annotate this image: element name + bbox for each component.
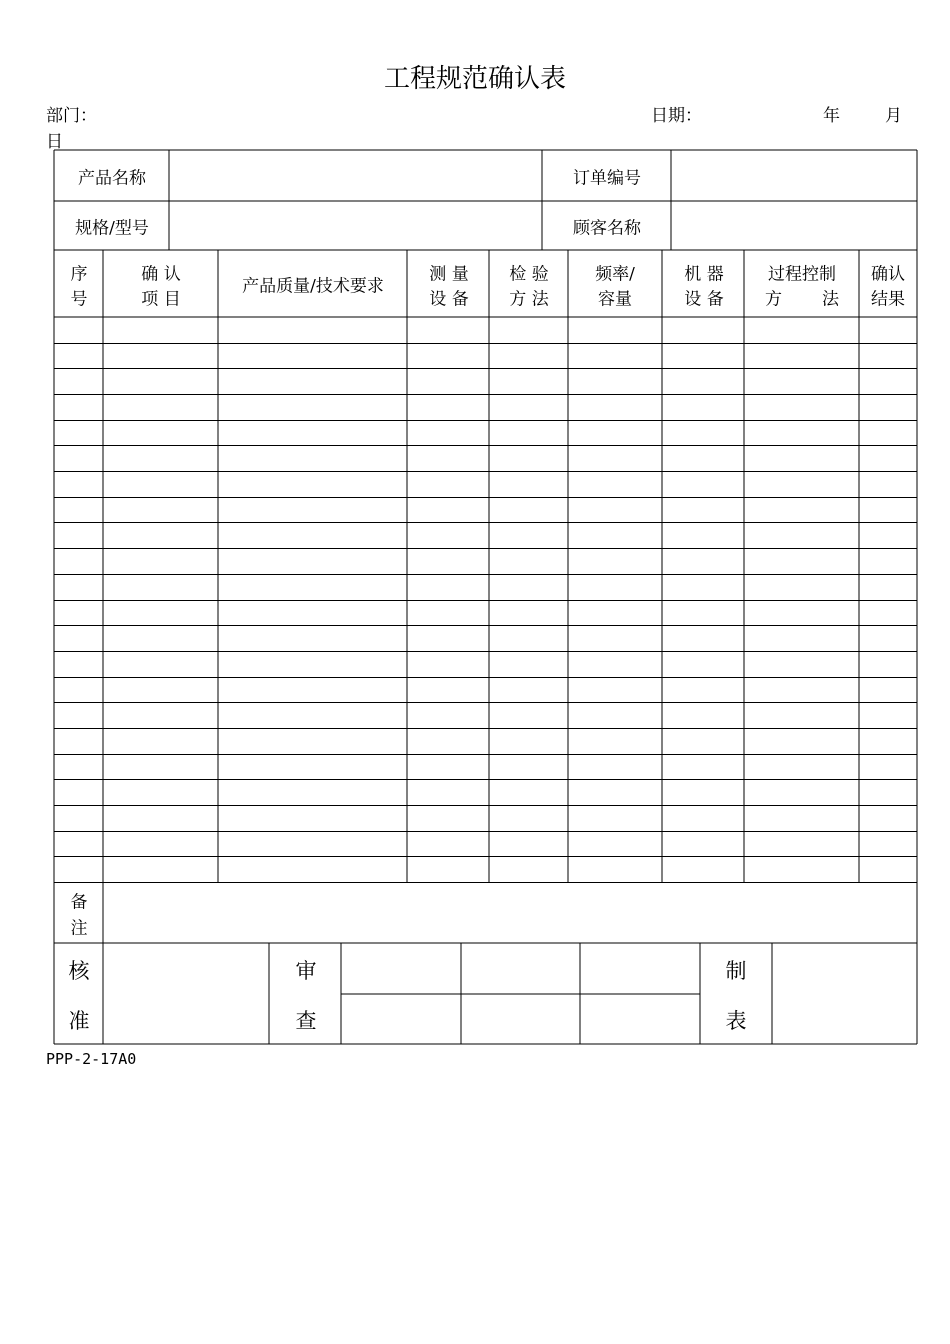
customer-name-label: 顾客名称 xyxy=(573,218,641,239)
col-inspect-line2: 方 法 xyxy=(509,289,549,310)
department-label: 部门： xyxy=(46,106,97,126)
col-item-line1: 确 认 xyxy=(141,264,181,285)
col-process-line2-left: 方 xyxy=(765,289,782,310)
year-label: 年 xyxy=(823,106,840,126)
prepared-label-line2: 表 xyxy=(725,1009,747,1033)
col-result-line1: 确认 xyxy=(871,264,905,285)
remarks-label-line1: 备 xyxy=(70,892,88,913)
order-number-label: 订单编号 xyxy=(573,168,641,189)
col-item-line2: 项 目 xyxy=(141,289,181,310)
review-label-line1: 审 xyxy=(295,959,317,983)
remarks-label-line2: 注 xyxy=(70,918,88,939)
document-code: PPP-2-17A0 xyxy=(46,1050,137,1068)
col-measure-line1: 测 量 xyxy=(429,264,469,285)
col-process-line2-right: 法 xyxy=(822,289,839,310)
page-title: 工程规范确认表 xyxy=(383,64,566,94)
date-label: 日期： xyxy=(651,106,702,126)
col-machine-line2: 设 备 xyxy=(684,289,724,310)
col-machine-line1: 机 器 xyxy=(684,264,724,285)
month-label: 月 xyxy=(885,106,902,126)
col-frequency-line1: 频率/ xyxy=(595,264,635,285)
prepared-label-line1: 制 xyxy=(725,959,747,983)
col-process-line1: 过程控制 xyxy=(768,264,836,285)
col-result-line2: 结果 xyxy=(871,289,905,310)
approve-label-line1: 核 xyxy=(68,959,90,983)
spec-model-label: 规格/型号 xyxy=(75,218,149,239)
product-name-label: 产品名称 xyxy=(78,168,146,189)
col-measure-line2: 设 备 xyxy=(429,289,469,310)
col-seq-line1: 序 xyxy=(70,264,88,285)
review-label-line2: 查 xyxy=(295,1009,317,1033)
col-requirement: 产品质量/技术要求 xyxy=(242,276,384,297)
col-seq-line2: 号 xyxy=(70,289,88,310)
col-inspect-line1: 检 验 xyxy=(509,264,549,285)
col-frequency-line2: 容量 xyxy=(598,289,632,310)
approve-label-line2: 准 xyxy=(68,1009,90,1033)
day-label: 日 xyxy=(46,132,63,152)
